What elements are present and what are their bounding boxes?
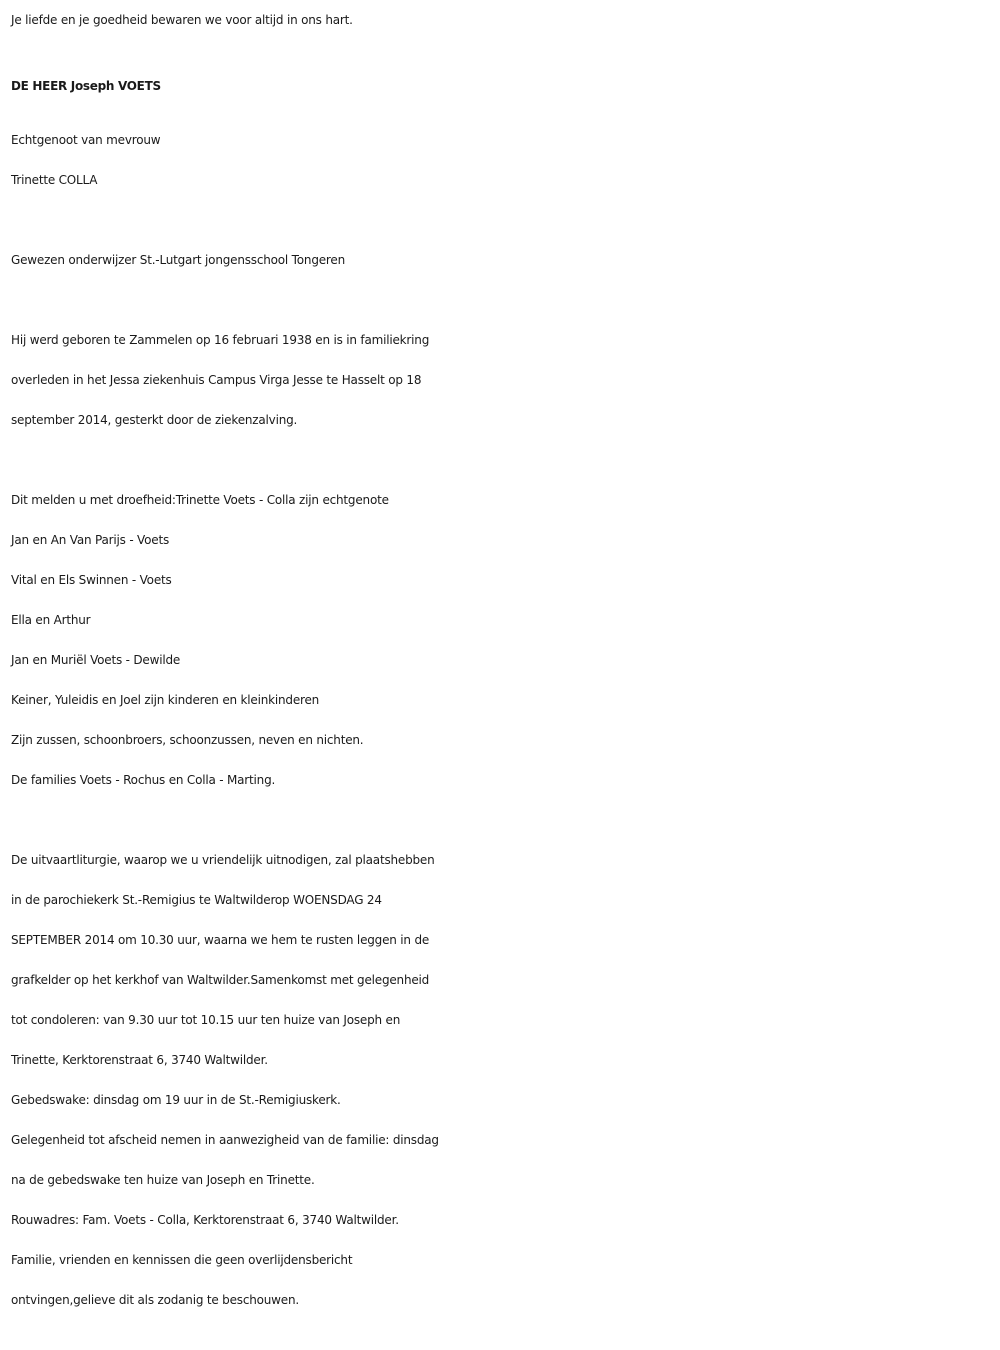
funeral-line: na de gebedswake ten huize van Joseph en Trinette. (11, 1173, 315, 1187)
family-section (11, 480, 991, 800)
spouse-line: Echtgenoot van mevrouw (11, 133, 161, 147)
funeral-line: ontvingen,gelieve dit als zodanig te beschouwen. (11, 1293, 299, 1307)
spacer (11, 280, 991, 320)
funeral-line: grafkelder op het kerkhof van Waltwilder.Samenkomst met gelegenheid (11, 973, 430, 987)
funeral-line: Rouwadres: Fam. Voets - Colla, Kerktorenstraat 6, 3740 Waltwilder. (11, 1213, 399, 1227)
spacer (11, 440, 991, 480)
family-line: Zijn zussen, schoonbroers, schoonzussen, neven en nichten. (11, 733, 364, 747)
spacer (11, 200, 991, 240)
family-line: Vital en Els Swinnen - Voets (11, 573, 172, 587)
funeral-line: tot condoleren: van 9.30 uur tot 10.15 uur ten huize van Joseph en (11, 1013, 401, 1027)
family-line: Dit melden u met droefheid:Trinette Voets - Colla zijn echtgenote (11, 493, 389, 507)
funeral-line: Trinette, Kerktorenstraat 6, 3740 Waltwilder. (11, 1053, 268, 1067)
opening-line: Je liefde en je goedheid bewaren we voor altijd in ons hart. (11, 13, 353, 27)
spouse-line: Trinette COLLA (11, 173, 98, 187)
funeral-section (11, 840, 991, 1320)
family-line: Keiner, Yuleidis en Joel zijn kinderen en kleinkinderen (11, 693, 320, 707)
family-line: Jan en An Van Parijs - Voets (11, 533, 170, 547)
family-line: De families Voets - Rochus en Colla - Marting. (11, 773, 276, 787)
funeral-line: Gelegenheid tot afscheid nemen in aanwezigheid van de familie: dinsdag (11, 1133, 439, 1147)
funeral-line: in de parochiekerk St.-Remigius te Waltwilderop WOENSDAG 24 (11, 893, 382, 907)
spacer (11, 800, 991, 840)
family-line: Jan en Muriël Voets - Dewilde (11, 653, 181, 667)
birth-death-line: Hij werd geboren te Zammelen op 16 februari 1938 en is in familiekring (11, 333, 430, 347)
funeral-line: SEPTEMBER 2014 om 10.30 uur, waarna we hem te rusten leggen in de (11, 933, 430, 947)
death-notice (11, 0, 991, 1320)
notice-title: DE HEER Joseph VOETS (11, 79, 161, 93)
family-line: Ella en Arthur (11, 613, 91, 627)
birth-death-line: overleden in het Jessa ziekenhuis Campus Virga Jesse te Hasselt op 18 (11, 373, 422, 387)
birth-death-section (11, 320, 991, 440)
funeral-line: De uitvaartliturgie, waarop we u vriendelijk uitnodigen, zal plaatshebben (11, 853, 435, 867)
birth-death-line: september 2014, gesterkt door de ziekenzalving. (11, 413, 298, 427)
spouse-section (11, 120, 991, 200)
funeral-line: Familie, vrienden en kennissen die geen overlijdensbericht (11, 1253, 353, 1267)
occupation-line: Gewezen onderwijzer St.-Lutgart jongensschool Tongeren (11, 253, 345, 267)
funeral-line: Gebedswake: dinsdag om 19 uur in de St.-Remigiuskerk. (11, 1093, 341, 1107)
